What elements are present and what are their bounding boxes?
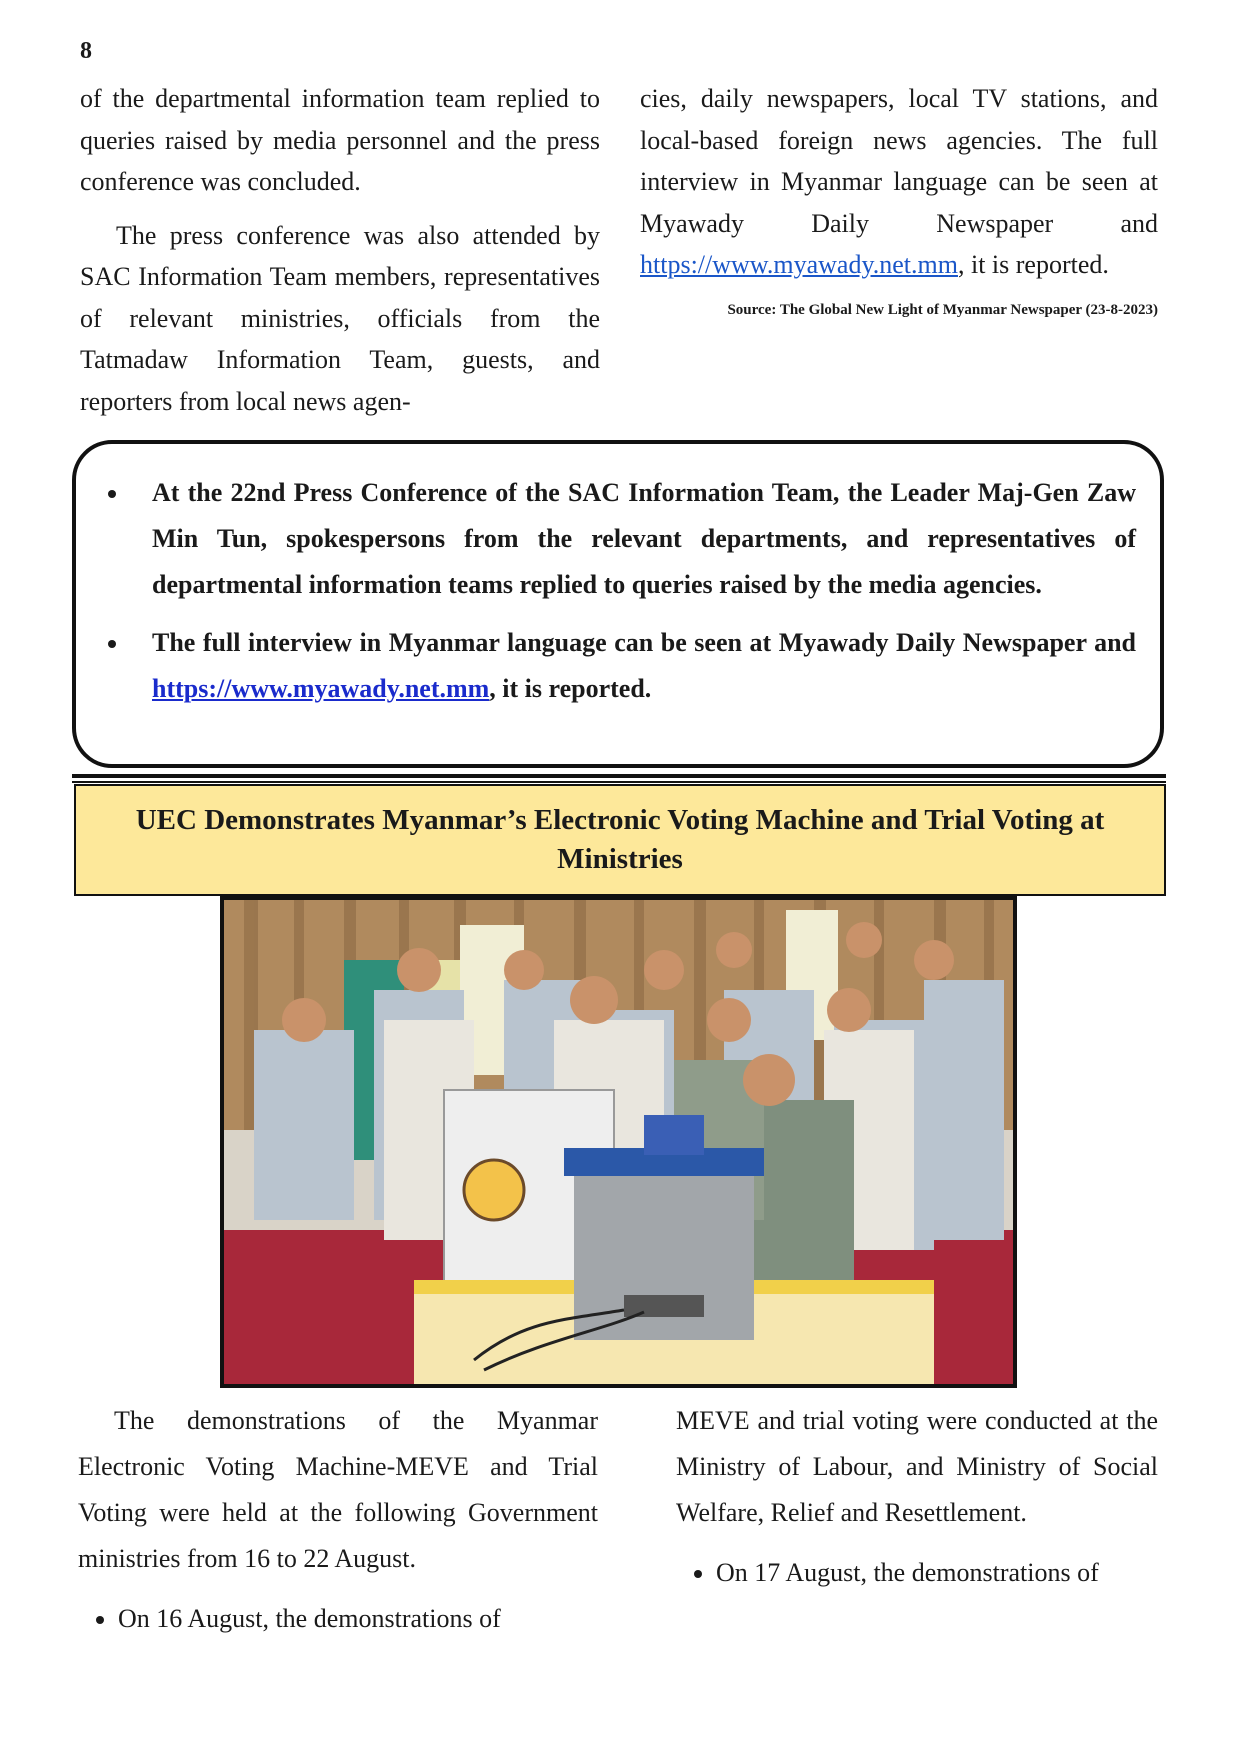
voting-demonstration-photo [224, 900, 1013, 1384]
paragraph-continuation-right [640, 78, 1158, 286]
callout-bullet-2 [130, 620, 1136, 712]
top-left-column [80, 78, 600, 422]
callout-text-after-link: , it is reported. [489, 674, 652, 703]
paragraph-ministries: MEVE and trial voting were conducted at the Ministry of Labour, and Ministry of Social Welfare, Relief and Resettlement. [676, 1406, 1158, 1527]
top-right-column [640, 78, 1158, 320]
text-before-link: cies, daily newspapers, local TV stations, and local-based foreign news agencies. The full interview in Myanmar language can be seen at Myawady Daily Newspaper and [640, 84, 1158, 238]
bullet-17-august: • On 17 August, the demonstrations of [716, 1550, 1158, 1596]
bottom-left-column [78, 1398, 598, 1642]
divider-thin [72, 781, 1166, 783]
myawady-link[interactable]: https://www.myawady.net.mm [640, 250, 958, 279]
callout-myawady-link[interactable]: https://www.myawady.net.mm [152, 674, 490, 703]
source-credit: Source: The Global New Light of Myanmar Newspaper (23-8-2023) [727, 301, 1158, 318]
summary-callout-box [72, 440, 1164, 768]
paragraph-demonstrations: The demonstrations of the Myanmar Electronic Voting Machine-MEVE and Trial Voting were held at the following Government ministries from 16 to 22 August. [78, 1406, 598, 1573]
bullet-16-august: • On 16 August, the demonstrations of [118, 1596, 598, 1642]
bottom-right-column [676, 1398, 1158, 1596]
paragraph-attendance: The press conference was also attended by SAC Information Team members, representatives of relevant ministries, officials from the Tatmadaw Information Team, guests, and reporters from local news agen- [80, 220, 600, 416]
callout-text-before-link: The full interview in Myanmar language can be seen at Myawady Daily Newspaper and [152, 628, 1136, 657]
callout-bullet-1: • At the 22nd Press Conference of the SAC Information Team, the Leader Maj-Gen Zaw Min Tun, spokespersons from the relevant departments, and representatives of departmental information teams replied to queries raised by the media agencies. [130, 470, 1136, 608]
paragraph-continuation: of the departmental information team replied to queries raised by media personnel and the press conference was concluded. [80, 84, 600, 196]
article-photo [220, 896, 1017, 1388]
article-headline: UEC Demonstrates Myanmar’s Electronic Voting Machine and Trial Voting at Ministries [74, 784, 1166, 896]
divider-thick [72, 774, 1166, 778]
page-number: 8 [80, 38, 92, 64]
text-after-link: , it is reported. [957, 250, 1109, 279]
